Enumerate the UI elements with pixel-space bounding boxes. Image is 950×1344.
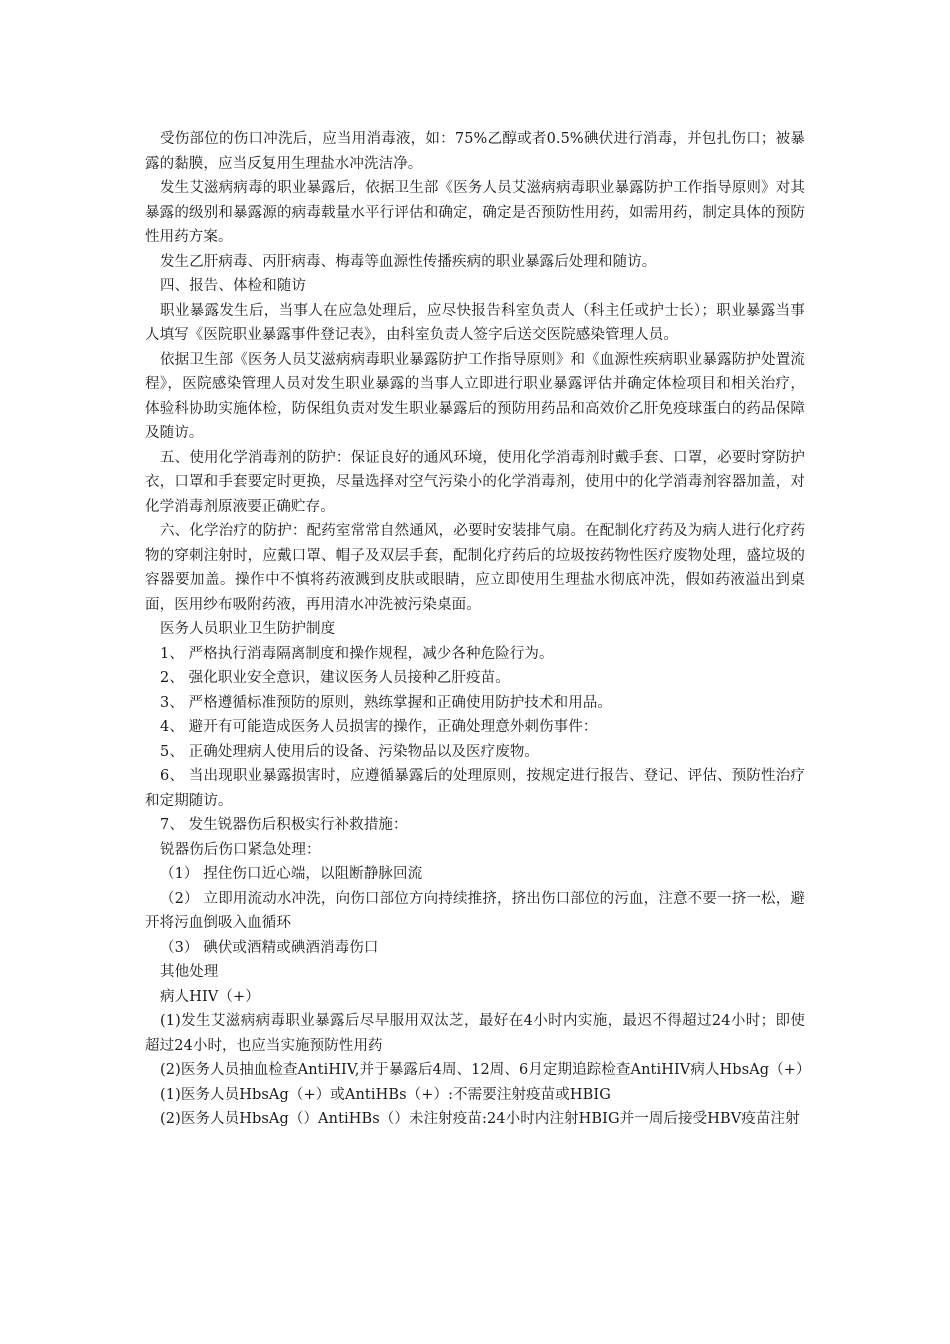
hbsag-item-1: (1)医务人员HbsAg（+）或AntiHBs（+）:不需要注射疫苗或HBIG — [160, 1086, 611, 1103]
sub-item-1: （1） 捏住伤口近心端，以阻断静脉回流 — [160, 866, 423, 882]
list-item-1: 1、 严格执行消毒隔离制度和操作规程，减少各种危险行为。 — [160, 645, 554, 662]
paragraph-evaluation-procedure: 依据卫生部《医务人员艾滋病病毒职业暴露防护工作指导原则》和《血源性疾病职业暴露防护处置流程》，医院感染管理人员对发生职业暴露的当事人立即进行职业暴露评估并确定体检项目和相关治疗，体验科协助实施体检，防保组负责对发生职业暴露后的预防用药品和高效价乙肝免疫球蛋白的药品保障及随访。 — [145, 351, 805, 441]
subheading-sharp-injury: 锐器伤后伤口紧急处理： — [160, 841, 321, 858]
list-item-3: 3、 严格遵循标准预防的原则，熟练掌握和正确使用防护技术和用品。 — [160, 694, 613, 711]
list-item-7: 7、 发生锐器伤后积极实行补救措施： — [160, 817, 408, 833]
sub-item-3: （3） 碘伏或酒精或碘酒消毒伤口 — [160, 939, 379, 956]
hiv-item-2: (2)医务人员抽血检查AntiHIV,并于暴露后4周、12周、6月定期追踪检查AntiHIV病人HbsAg（+） — [160, 1062, 811, 1078]
list-item-4: 4、 避开有可能造成医务人员损害的操作，正确处理意外刺伤事件： — [160, 719, 598, 735]
list-item-6: 6、 当出现职业暴露损害时，应遵循暴露后的处理原则，按规定进行报告、登记、评估、预防性治疗和定期随访。 — [145, 768, 805, 809]
section-heading-policy: 医务人员职业卫生防护制度 — [160, 621, 336, 637]
paragraph-hbv-hcv-followup: 发生乙肝病毒、丙肝病毒、梅毒等血源性传播疾病的职业暴露后处理和随访。 — [160, 253, 657, 270]
hbsag-item-2: (2)医务人员HbsAg（）AntiHBs（）未注射疫苗:24小时内注射HBIG并一周后接受HBV疫苗注射 — [160, 1111, 800, 1127]
paragraph-wound-disinfection: 受伤部位的伤口冲洗后，应当用消毒液，如：75%乙醇或者0.5%碘伏进行消毒，并包扎伤口；被暴露的黏膜，应当反复用生理盐水冲洗洁净。 — [145, 131, 805, 172]
hiv-item-1: (1)发生艾滋病病毒职业暴露后尽早服用双汰芝，最好在4小时内实施，最迟不得超过24小时；即使超过24小时，也应当实施预防性用药 — [145, 1013, 805, 1054]
list-item-2: 2、 强化职业安全意识，建议医务人员接种乙肝疫苗。 — [160, 670, 510, 686]
subheading-hiv-positive: 病人HIV（+） — [160, 988, 260, 1005]
subheading-other: 其他处理 — [160, 964, 219, 980]
document-body — [145, 127, 811, 1132]
section-heading-report: 四、报告、体检和随访 — [160, 278, 306, 294]
paragraph-chemotherapy-protection: 六、化学治疗的防护：配药室常常自然通风，必要时安装排气扇。在配制化疗药及为病人进行化疗药物的穿刺注射时，应戴口罩、帽子及双层手套，配制化疗药后的垃圾按药物性医疗废物处理，盛垃圾的容器要加盖。操作中不慎将药液溅到皮肤或眼睛，应立即使用生理盐水彻底冲洗，假如药液溢出到桌面，医用纱布吸附药液，再用清水冲洗被污染桌面。 — [145, 523, 805, 613]
sub-item-2: （2） 立即用流动水冲洗，向伤口部位方向持续推挤，挤出伤口部位的污血，注意不要一挤一松，避开将污血倒吸入血循环 — [145, 890, 805, 931]
paragraph-report-procedure: 职业暴露发生后，当事人在应急处理后，应尽快报告科室负责人（科主任或护士长）；职业暴露当事人填写《医院职业暴露事件登记表》，由科室负责人签字后送交医院感染管理人员。 — [145, 302, 805, 343]
paragraph-chemical-disinfectant: 五、使用化学消毒剂的防护：保证良好的通风环境，使用化学消毒剂时戴手套、口罩，必要时穿防护衣，口罩和手套要定时更换，尽量选择对空气污染小的化学消毒剂，使用中的化学消毒剂容器加盖，对化学消毒剂原液要正确贮存。 — [145, 449, 805, 515]
paragraph-hiv-exposure-assessment: 发生艾滋病病毒的职业暴露后，依据卫生部《医务人员艾滋病病毒职业暴露防护工作指导原则》对其暴露的级别和暴露源的病毒载量水平行评估和确定，确定是否预防性用药，如需用药，制定具体的预防性用药方案。 — [145, 180, 805, 245]
list-item-5: 5、 正确处理病人使用后的设备、污染物品以及医疗废物。 — [160, 743, 540, 760]
